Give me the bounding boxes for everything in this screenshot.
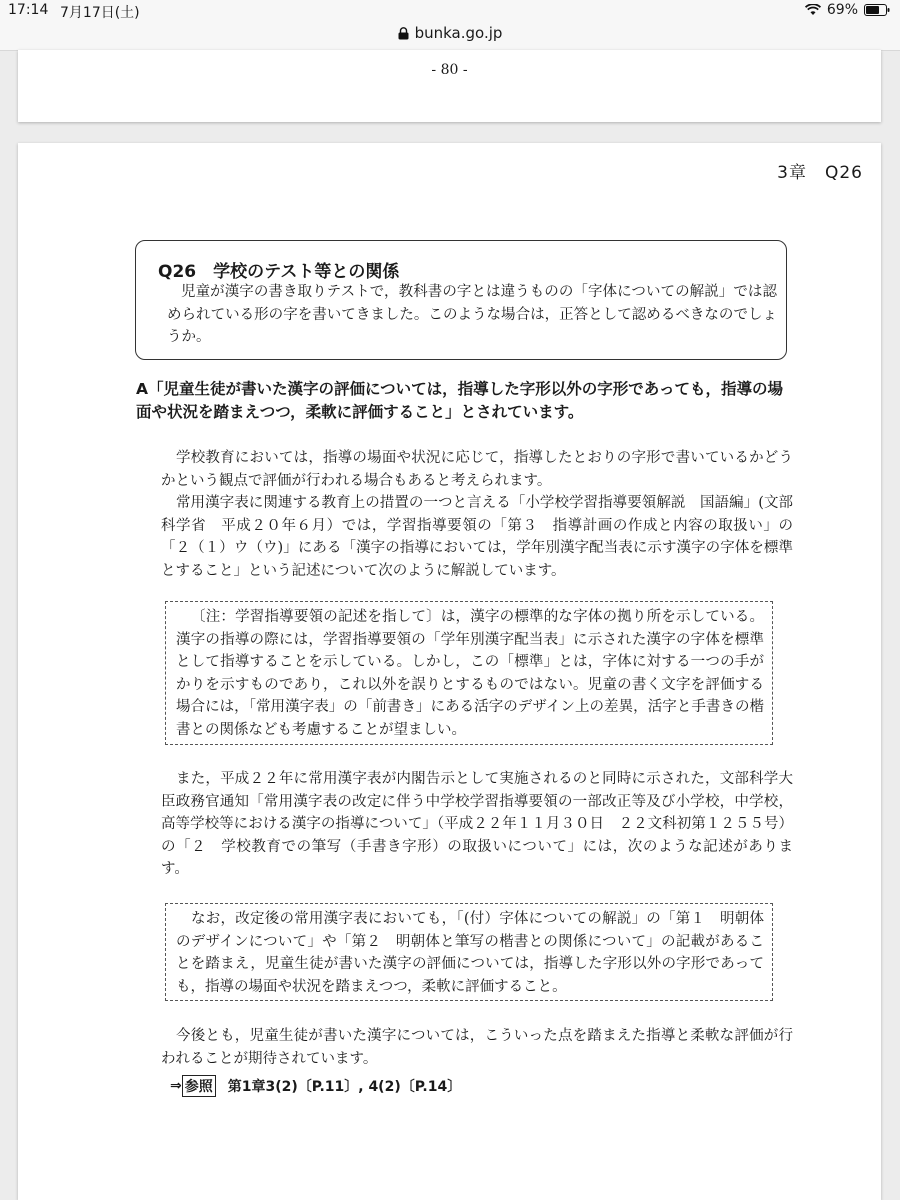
question-box	[135, 240, 787, 360]
battery-icon	[864, 4, 890, 16]
status-time: 17:14	[8, 2, 49, 18]
reference-line	[170, 1075, 461, 1097]
url-text[interactable]: bunka.go.jp	[414, 24, 503, 42]
status-bar	[0, 0, 900, 22]
reference-tag: 参照	[182, 1075, 216, 1097]
page-number: - 80 -	[431, 62, 468, 78]
question-title: Q26 学校のテスト等との関係	[158, 262, 400, 282]
wifi-icon	[805, 4, 821, 16]
status-date: 7月17日(土)	[60, 5, 140, 21]
arrow-icon: ⇒	[170, 1078, 182, 1094]
battery-percent: 69%	[826, 2, 858, 18]
quote-1-text: 〔注：学習指導要領の記述を指して〕は，漢字の標準的な字体の拠り所を示している。漢字の指導の際には，学習指導要領の「学年別漢字配当表」に示された漢字の字体を標準として指導することを示している。しかし，この「標準」とは，字体に対する一つの手がかりを示すものであり，これ以外を誤りとするものではない。児童の書く文字を評価する場合には，「常用漢字表」の「前書き」にある活字のデザイン上の差異，活字と手書きの楷書との関係なども考慮することが望ましい。	[176, 609, 764, 738]
document-page	[18, 143, 881, 1200]
quote-box-2	[165, 903, 773, 1001]
address-bar[interactable]	[0, 22, 900, 51]
answer-summary: A「児童生徒が書いた漢字の評価については，指導した字形以外の字形であっても，指導の場面や状況を踏まえつつ，柔軟に評価すること」とされています。	[136, 380, 784, 421]
lock-icon	[398, 27, 409, 40]
quote-2-text: なお，改定後の常用漢字表においても，「(付）字体についての解説」の「第１ 明朝体のデザインについて」や「第２ 明朝体と筆写の楷書との関係について」の記載があることを踏まえ，児童生徒が書いた漢字の評価については，指導した字形以外の字形であっても，指導の場面や状況を踏まえつつ，柔軟に評価すること。	[176, 911, 764, 995]
chapter-header: 3章 Q26	[777, 163, 863, 183]
paragraph-2: 常用漢字表に関連する教育上の措置の一つと言える「小学校学習指導要領解説 国語編」(文部科学省 平成２０年６月）では，学習指導要領の「第３ 指導計画の作成と内容の取扱い」の「２（１）ウ（ウ)」にある「漢字の指導においては，学年別漢字配当表に示す漢字の字体を標準とすること」という記述について次のように解説しています。	[161, 495, 793, 579]
paragraph-4: 今後とも，児童生徒が書いた漢字については，こういった点を踏まえた指導と柔軟な評価が行われることが期待されています。	[161, 1028, 793, 1067]
previous-page	[18, 50, 881, 122]
quote-box-1	[165, 601, 773, 745]
paragraph-1: 学校教育においては，指導の場面や状況に応じて，指導したとおりの字形で書いているかどうかという観点で評価が行われる場合もあると考えられます。	[161, 450, 793, 489]
paragraph-3: また，平成２２年に常用漢字表が内閣告示として実施されるのと同時に示された，文部科学大臣政務官通知「常用漢字表の改定に伴う中学校学習指導要領の一部改正等及び小学校，中学校，高等学校等における漢字の指導について」（平成２２年１１月３０日 ２２文科初第１２５５号）の「２ 学校教育での筆写（手書き字形）の取扱いについて」には，次のような記述があります。	[161, 771, 793, 877]
status-right	[805, 2, 890, 18]
reference-text: 第1章3(2)〔P.11〕, 4(2)〔P.14〕	[227, 1079, 462, 1095]
question-body: 児童が漢字の書き取りテストで，教科書の字とは違うものの「字体についての解説」では認められている形の字を書いてきました。このような場合は，正答として認めるべきなのでしょうか。	[167, 284, 777, 345]
